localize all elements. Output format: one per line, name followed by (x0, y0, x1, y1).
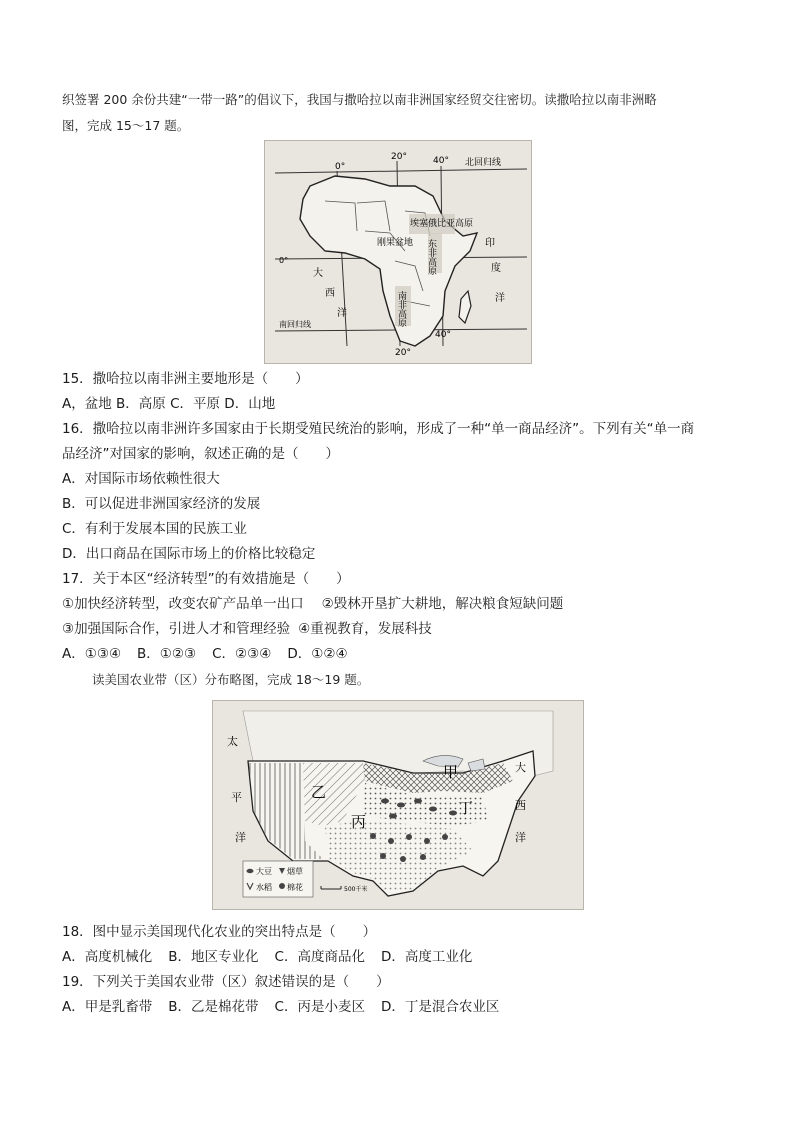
legend-soybean: 大豆 (256, 867, 272, 876)
indian-label-2: 度 (491, 263, 501, 274)
q16-option-d: D．出口商品在国际市场上的价格比较稳定 (62, 546, 316, 562)
intro-line-2: 图，完成 15～17 题。 (62, 118, 190, 133)
atlantic-label-1: 大 (515, 761, 526, 774)
pacific-label-2: 平 (231, 791, 242, 804)
indian-label-3: 洋 (495, 293, 505, 304)
q15-options: A，盆地 B．高原 C．平原 D．山地 (62, 396, 276, 412)
q18-option-b: B．地区专业化 (168, 949, 259, 965)
q16-stem-1: 16．撒哈拉以南非洲许多国家由于长期受殖民统治的影响，形成了一种“单一商品经济”。下列有关“单一商 (62, 421, 695, 437)
tropic-north-label: 北回归线 (465, 158, 502, 168)
q18-options (62, 947, 734, 967)
ethiopia-label: 埃塞俄比亚高原 (410, 219, 474, 229)
pacific-label-1: 太 (227, 735, 238, 748)
q18-option-d: D．高度工业化 (380, 949, 473, 965)
q17-item-2: ②毁林开垦扩大耕地，解决粮食短缺问题 (321, 596, 564, 612)
scale-bar (321, 885, 367, 893)
pacific-label-3: 洋 (235, 831, 246, 844)
lon40-bottom-label: 40° (435, 330, 451, 340)
q17-items-row-2 (62, 619, 734, 639)
tropic-south-label: 南回归线 (279, 320, 311, 329)
scale-label: 500千米 (344, 886, 368, 893)
q17-stem: 17．关于本区“经济转型”的有效措施是（ ） (62, 571, 350, 587)
bing-label: 丙 (351, 813, 367, 831)
africa-map-svg (265, 141, 531, 363)
q17-items-row-1 (62, 594, 734, 614)
jia-label: 甲 (443, 763, 459, 781)
q18-option-c: C．高度商品化 (274, 949, 365, 965)
q17-option-b: B．①②③ (137, 646, 197, 662)
q17-options (62, 644, 734, 664)
legend-rice: 水稻 (256, 883, 272, 892)
q17-item-4: ④重视教育，发展科技 (298, 621, 432, 637)
atlantic-label-2: 西 (325, 288, 335, 299)
atlantic-label-2: 西 (515, 799, 526, 812)
q17-item-1: ①加快经济转型，改变农矿产品单一出口 (62, 596, 304, 612)
q16-option-b: B．可以促进非洲国家经济的发展 (62, 496, 261, 512)
q19-option-d: D．丁是混合农业区 (380, 999, 500, 1015)
lon20-bottom-label: 20° (395, 348, 411, 358)
yi-label: 乙 (311, 783, 327, 801)
ding-label: 丁 (458, 799, 474, 817)
tropic-north-line (275, 169, 527, 173)
africa-map (264, 140, 532, 364)
lon0-top-label: 0° (335, 162, 346, 172)
q19-options (62, 997, 734, 1017)
atlantic-label-3: 洋 (515, 831, 526, 844)
atlantic-label-1: 大 (313, 268, 323, 279)
usa-map (212, 700, 584, 910)
usa-map-svg (213, 701, 583, 909)
south-africa-label: 南非高原 (396, 291, 406, 327)
intro-2: 读美国农业带（区）分布略图，完成 18～19 题。 (92, 672, 370, 687)
q19-option-a: A．甲是乳畜带 (62, 999, 153, 1015)
legend-tobacco: 烟草 (287, 867, 303, 876)
q18-stem: 18．图中显示美国现代化农业的突出特点是（ ） (62, 924, 377, 940)
intro-line-1: 织签署 200 余份共建“一带一路”的倡议下，我国与撒哈拉以南非洲国家经贸交往密切。读撒哈拉以南非洲略 (62, 92, 657, 107)
q16-option-a: A．对国际市场依赖性很大 (62, 471, 220, 487)
q16-stem-2: 品经济”对国家的影响，叙述正确的是（ ） (62, 446, 339, 462)
lat0-label: 0° (279, 256, 289, 265)
q17-option-a: A．①③④ (62, 646, 122, 662)
q18-option-a: A．高度机械化 (62, 949, 153, 965)
legend (243, 861, 313, 897)
q17-item-3: ③加强国际合作，引进人才和管理经验 (62, 621, 291, 637)
congo-label: 刚果盆地 (377, 238, 414, 248)
q15-stem: 15．撒哈拉以南非洲主要地形是（ ） (62, 371, 309, 387)
soybean-icon (247, 869, 254, 873)
bing-zone (325, 819, 473, 893)
indian-label-1: 印 (485, 238, 495, 249)
q17-option-c: C．②③④ (212, 646, 272, 662)
q16-option-c: C．有利于发展本国的民族工业 (62, 521, 247, 537)
q19-option-b: B．乙是棉花带 (168, 999, 259, 1015)
q19-stem: 19．下列关于美国农业带（区）叙述错误的是（ ） (62, 974, 390, 990)
lon20-top-label: 20° (391, 152, 407, 162)
madagascar (459, 291, 471, 323)
q17-option-d: D．①②④ (287, 646, 348, 662)
legend-cotton: 棉花 (287, 883, 303, 892)
q19-option-c: C．丙是小麦区 (274, 999, 365, 1015)
cotton-icon (279, 883, 285, 889)
east-africa-label: 东非高原 (426, 239, 436, 275)
lon40-top-label: 40° (433, 156, 449, 166)
atlantic-label-3: 洋 (337, 308, 347, 319)
